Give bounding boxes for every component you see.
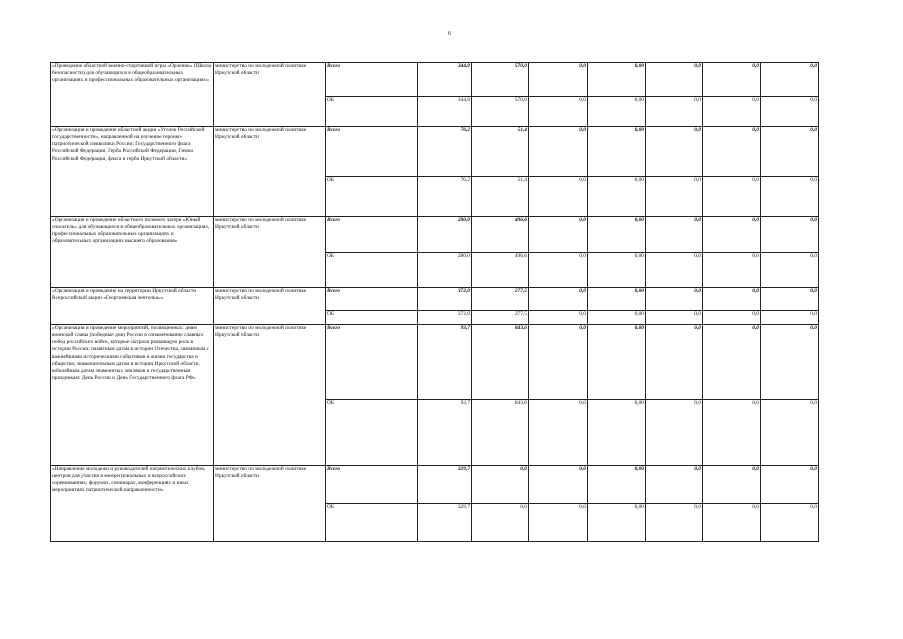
ob-value-cell: 0,00 (588, 400, 646, 466)
ob-value-cell: 0,0 (703, 504, 761, 542)
funding-source-ob-label: ОБ (326, 253, 418, 288)
ob-value-cell: 0,0 (529, 504, 588, 542)
event-name-cell: «Организация и проведение мероприятий, посвященных: дням воинской славы (победные дни) России в ознаменование славных побед российских войск, которые сыграли решающую роль в истории России; памятным датам в истории Отечества, связанным с важнейшими историческими событиями в жизни государства и общества; знаменательным датам в истории Иркутской области, юбилейным датам знаменитых земляков и государственным праздникам: День России и День Государственного флага РФ» (51, 325, 214, 466)
ob-value-cell: 0,0 (529, 400, 588, 466)
ob-value-cell: 0,0 (761, 97, 819, 127)
ob-value-cell: 0,0 (761, 400, 819, 466)
funding-source-total-label: Всего (326, 127, 418, 177)
funding-source-total-label: Всего (326, 466, 418, 504)
total-value-cell: 0,00 (588, 466, 646, 504)
funding-source-ob-label: ОБ (326, 177, 418, 217)
funding-source-ob-label: ОБ (326, 400, 418, 466)
ob-value-cell: 0,0 (529, 177, 588, 217)
total-value-cell: 0,0 (703, 217, 761, 253)
table-row-total (51, 127, 819, 177)
ob-value-cell: 0,0 (646, 311, 703, 325)
responsible-executor-cell: министерство по молодежной политике Иркутской области (214, 127, 326, 217)
ob-value-cell: 0,0 (703, 97, 761, 127)
ob-value-cell: 0,00 (588, 504, 646, 542)
ob-value-cell: 570,0 (472, 97, 529, 127)
total-value-cell: 0,0 (529, 217, 588, 253)
ob-value-cell: 0,0 (646, 177, 703, 217)
table-row-total (51, 325, 819, 400)
ob-value-cell: 277,5 (472, 311, 529, 325)
ob-value-cell: 329,7 (418, 504, 472, 542)
funding-source-ob-label: ОБ (326, 311, 418, 325)
event-name-cell: «Направление молодежи и руководителей патриотических клубов, центров для участия в межрегиональных и всероссийских соревнованиях, форумах, семинарах, конференциях и иных мероприятиях патриотической направленности» (51, 466, 214, 542)
event-name-cell: «Проведение областной военно-спортивной игры «Орленок» (Школа безопасности) для обучающихся в общеобразовательных организациях и профессиональных образовательных организациях» (51, 63, 214, 127)
responsible-executor-cell: министерство по молодежной политике Иркутской области (214, 288, 326, 325)
total-value-cell: 496,6 (472, 217, 529, 253)
ob-value-cell: 0,0 (529, 253, 588, 288)
total-value-cell: 0,0 (761, 127, 819, 177)
total-value-cell: 0,0 (703, 288, 761, 311)
total-value-cell: 0,0 (472, 466, 529, 504)
ob-value-cell: 0,0 (761, 311, 819, 325)
total-value-cell: 0,0 (646, 217, 703, 253)
funding-source-total-label: Всего (326, 217, 418, 253)
ob-value-cell: 0,0 (646, 97, 703, 127)
table-row-total (51, 217, 819, 253)
total-value-cell: 0,0 (529, 466, 588, 504)
ob-value-cell: 0,0 (761, 504, 819, 542)
total-value-cell: 0,0 (761, 63, 819, 97)
total-value-cell: 0,0 (761, 466, 819, 504)
event-name-cell: «Организация и проведение на территории Иркутской области Всероссийской акции «Георгиевская ленточка»» (51, 288, 214, 325)
ob-value-cell: 0,00 (588, 311, 646, 325)
ob-value-cell: 0,00 (588, 253, 646, 288)
event-name-cell: «Организация и проведение областного полевого лагеря «Юный спасатель» для обучающихся в общеобразовательных организациях, профессиональных образовательных организациях и образовательных организациях высшего образования» (51, 217, 214, 288)
table-row-total (51, 466, 819, 504)
total-value-cell: 372,0 (418, 288, 472, 311)
ob-value-cell: 372,0 (418, 311, 472, 325)
ob-value-cell: 0,0 (529, 311, 588, 325)
ob-value-cell: 843,6 (472, 400, 529, 466)
total-value-cell: 0,0 (761, 325, 819, 400)
total-value-cell: 0,0 (646, 63, 703, 97)
ob-value-cell: 0,0 (703, 253, 761, 288)
total-value-cell: 0,00 (588, 325, 646, 400)
ob-value-cell: 280,0 (418, 253, 472, 288)
total-value-cell: 51,4 (472, 127, 529, 177)
table-body (51, 63, 819, 542)
ob-value-cell: 0,0 (761, 177, 819, 217)
total-value-cell: 0,0 (703, 63, 761, 97)
total-value-cell: 843,6 (472, 325, 529, 400)
ob-value-cell: 0,0 (529, 97, 588, 127)
program-table (50, 62, 819, 542)
total-value-cell: 0,0 (703, 127, 761, 177)
funding-source-ob-label: ОБ (326, 504, 418, 542)
funding-source-total-label: Всего (326, 288, 418, 311)
total-value-cell: 0,00 (588, 63, 646, 97)
table-row-total (51, 288, 819, 311)
event-name-cell: «Организация и проведение областной акции «Уголок Российской государственности», направленной на изучение героико-патриотической символики России: Государственного флага Российской Федерации, Герба Российской Федерации, Гимна Российской Федерации, флага и герба Иркутской области» (51, 127, 214, 217)
total-value-cell: 329,7 (418, 466, 472, 504)
total-value-cell: 570,0 (472, 63, 529, 97)
total-value-cell: 0,0 (761, 288, 819, 311)
total-value-cell: 0,00 (588, 288, 646, 311)
total-value-cell: 0,0 (703, 325, 761, 400)
ob-value-cell: 0,0 (646, 400, 703, 466)
responsible-executor-cell: министерство по молодежной политике Иркутской области (214, 466, 326, 542)
total-value-cell: 93,7 (418, 325, 472, 400)
ob-value-cell: 51,4 (472, 177, 529, 217)
funding-source-ob-label: ОБ (326, 97, 418, 127)
total-value-cell: 0,0 (646, 288, 703, 311)
ob-value-cell: 0,0 (703, 177, 761, 217)
total-value-cell: 0,0 (529, 127, 588, 177)
ob-value-cell: 0,0 (703, 400, 761, 466)
responsible-executor-cell: министерство по молодежной политике Иркутской области (214, 217, 326, 288)
total-value-cell: 0,0 (646, 325, 703, 400)
total-value-cell: 76,2 (418, 127, 472, 177)
total-value-cell: 0,00 (588, 127, 646, 177)
responsible-executor-cell: министерство по молодежной политике Иркутской области (214, 325, 326, 466)
total-value-cell: 344,0 (418, 63, 472, 97)
total-value-cell: 0,0 (761, 217, 819, 253)
funding-source-total-label: Всего (326, 325, 418, 400)
page-number: 6 (448, 31, 451, 37)
total-value-cell: 277,5 (472, 288, 529, 311)
total-value-cell: 0,0 (529, 288, 588, 311)
ob-value-cell: 0,0 (472, 504, 529, 542)
total-value-cell: 280,0 (418, 217, 472, 253)
ob-value-cell: 0,0 (761, 253, 819, 288)
ob-value-cell: 0,00 (588, 177, 646, 217)
funding-source-total-label: Всего (326, 63, 418, 97)
ob-value-cell: 93,7 (418, 400, 472, 466)
total-value-cell: 0,0 (529, 325, 588, 400)
total-value-cell: 0,0 (529, 63, 588, 97)
total-value-cell: 0,0 (646, 127, 703, 177)
responsible-executor-cell: министерство по молодежной политике Иркутской области (214, 63, 326, 127)
total-value-cell: 0,0 (646, 466, 703, 504)
table-row-total (51, 63, 819, 97)
total-value-cell: 0,00 (588, 217, 646, 253)
ob-value-cell: 496,6 (472, 253, 529, 288)
ob-value-cell: 344,0 (418, 97, 472, 127)
ob-value-cell: 0,0 (703, 311, 761, 325)
ob-value-cell: 0,0 (646, 253, 703, 288)
ob-value-cell: 0,0 (646, 504, 703, 542)
ob-value-cell: 76,2 (418, 177, 472, 217)
total-value-cell: 0,0 (703, 466, 761, 504)
ob-value-cell: 0,00 (588, 97, 646, 127)
